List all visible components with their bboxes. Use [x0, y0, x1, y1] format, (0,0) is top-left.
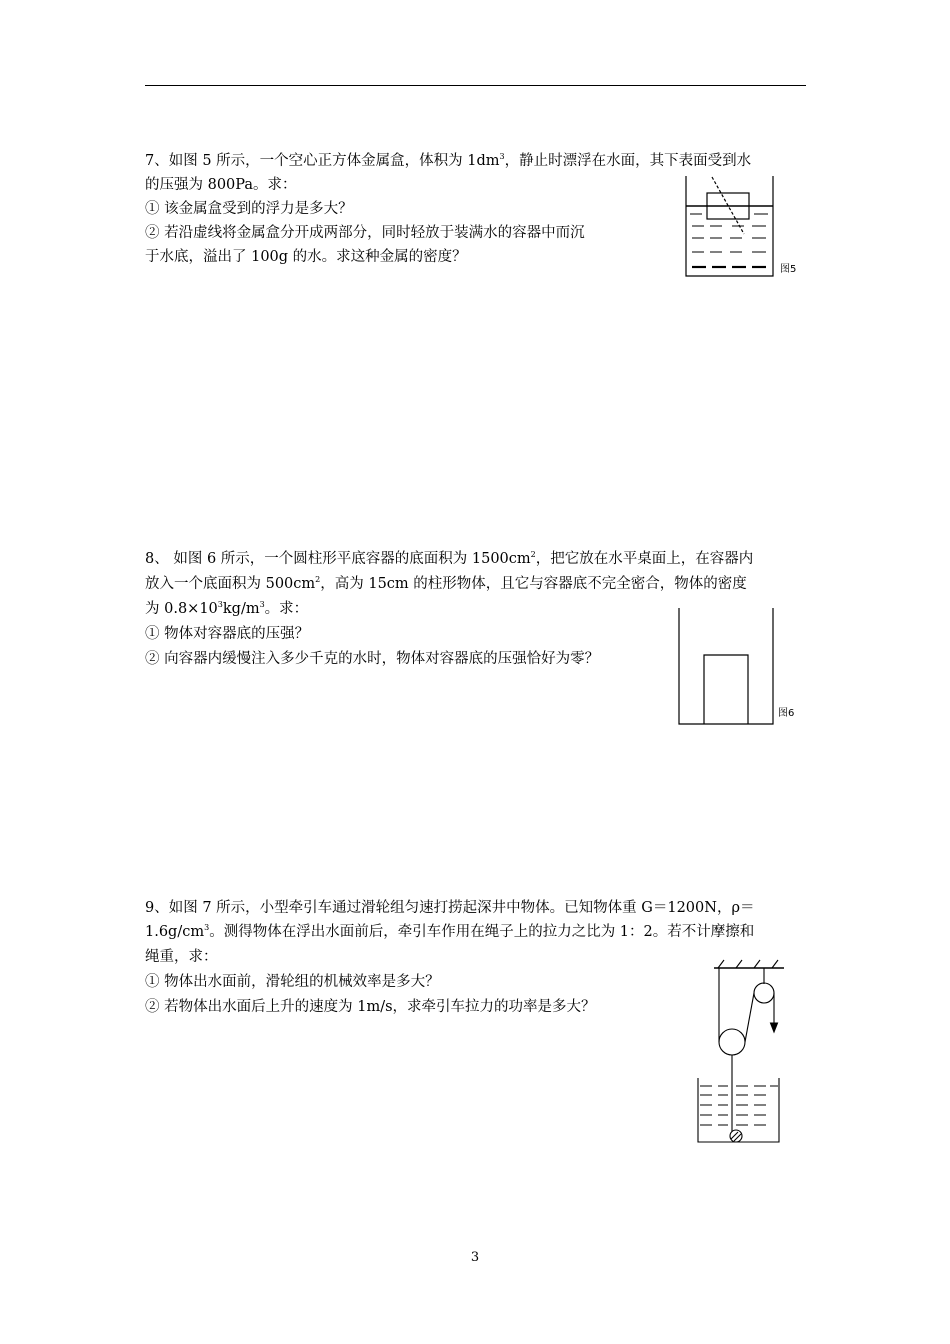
q7-line-1: 7、如图 5 所示，一个空心正方体金属盒，体积为 $1dm^3$，静止时漂浮在水面，其下表面受到水	[145, 152, 752, 169]
q8-line-3: 为 $0.8\times 10^3kg/m^3$。求：	[145, 600, 309, 617]
q7-line-3: ① 该金属盒受到的浮力是多大？	[145, 201, 353, 217]
q9-line-5: ② 若物体出水面后上升的速度为 1m/s，求牵引车拉力的功率是多大？	[145, 999, 596, 1015]
figure-6-label: 图6	[778, 708, 795, 719]
q9-line-1: 9、如图 7 所示，小型牵引车通过滑轮组匀速打捞起深井中物体。已知物体重 G＝1200N，ρ＝	[145, 900, 755, 916]
q9-line-3: 绳重，求：	[145, 949, 218, 965]
page-number: 3	[470, 1250, 480, 1265]
q8-line-1: 8、 如图 6 所示，一个圆柱形平底容器的底面积为 $1500cm^2$，把它放在水平桌面上，在容器内	[145, 550, 754, 567]
figure-6	[676, 606, 806, 728]
figure-5-label: 图5	[780, 264, 797, 275]
figure-5	[680, 172, 805, 282]
q8-line-5: ② 向容器内缓慢注入多少千克的水时，物体对容器底的压强恰好为零？	[145, 651, 600, 667]
q9-line-4: ① 物体出水面前，滑轮组的机械效率是多大？	[145, 974, 440, 990]
figure-7	[692, 956, 792, 1146]
q7-line-5: 于水底，溢出了 100g 的水。求这种金属的密度？	[145, 249, 467, 265]
q8-line-2: 放入一个底面积为 $500cm^2$，高为 15cm 的柱形物体，且它与容器底不完全密合，物体的密度	[145, 575, 747, 592]
q7-line-4: ② 若沿虚线将金属盒分开成两部分，同时轻放于装满水的容器中而沉	[145, 225, 585, 241]
header-rule	[145, 85, 806, 86]
q7-line-2: 的压强为 800Pa。求：	[145, 177, 297, 193]
q9-line-2: $1.6g/cm^3$。测得物体在浮出水面前后，牵引车作用在绳子上的拉力之比为 1：2。若不计摩擦和	[145, 923, 755, 940]
q8-line-4: ① 物体对容器底的压强？	[145, 626, 310, 642]
